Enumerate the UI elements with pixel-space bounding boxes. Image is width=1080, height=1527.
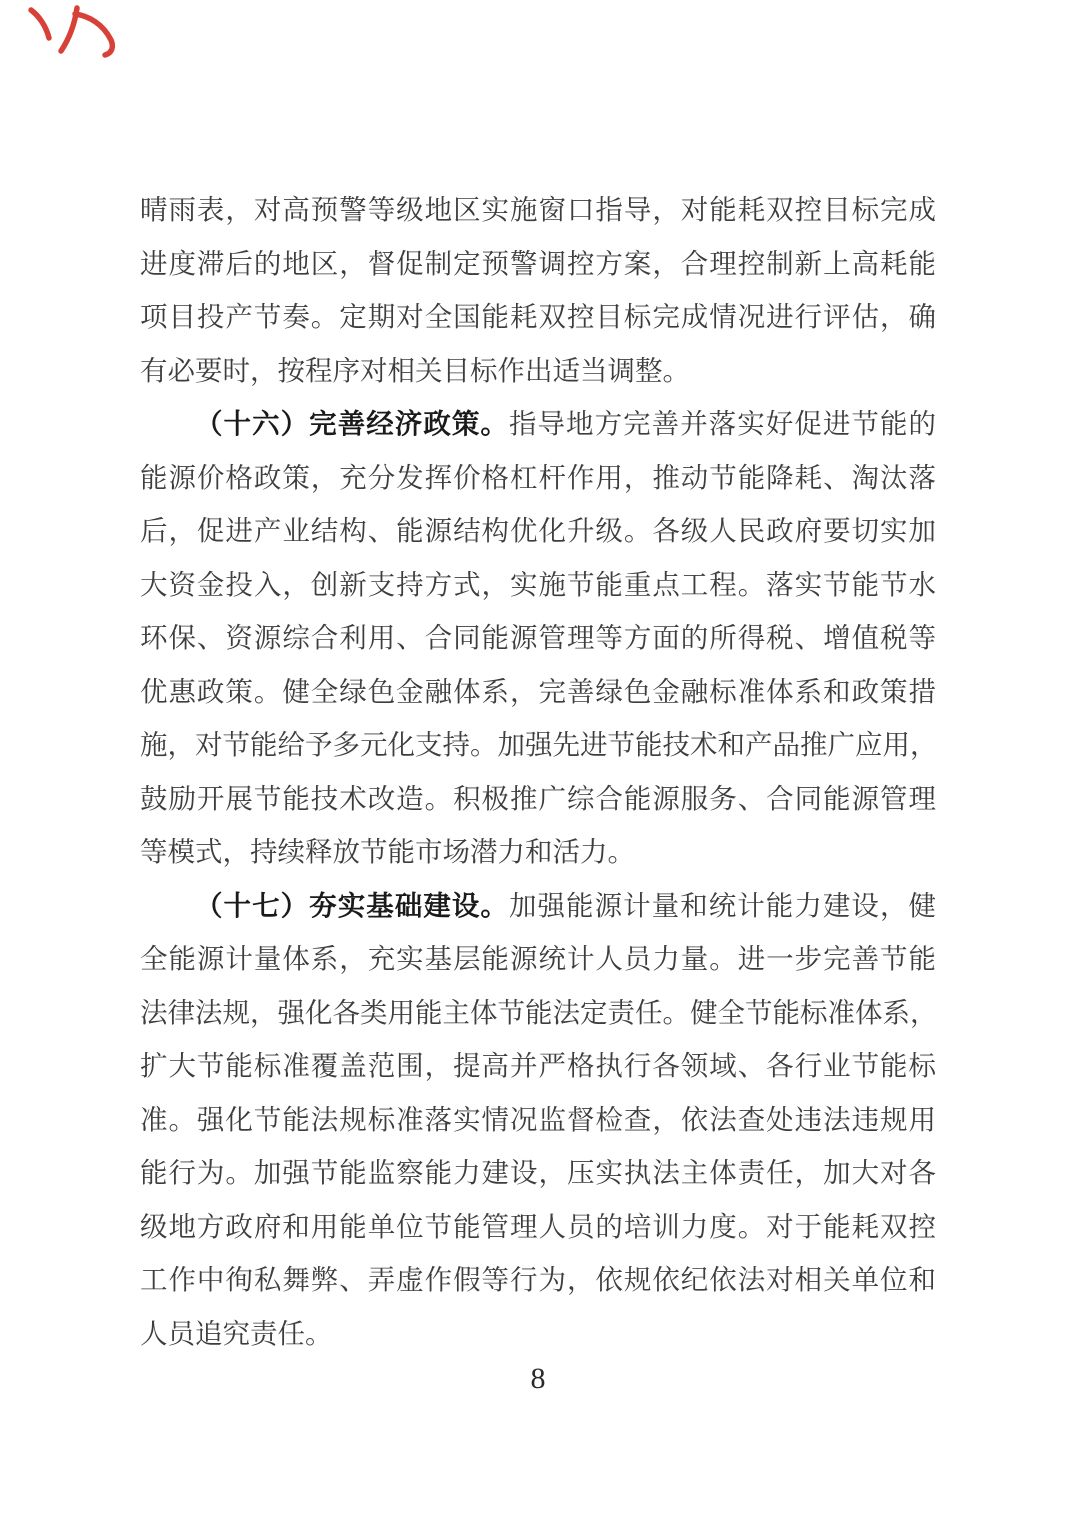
paragraph — [140, 879, 936, 1361]
text-line: 法律法规，强化各类用能主体节能法定责任。健全节能标准体系， — [140, 996, 938, 1028]
text-line: 能行为。加强节能监察能力建设，压实执法主体责任，加大对各 — [140, 1157, 936, 1188]
text-line: 等模式，持续释放节能市场潜力和活力。 — [140, 836, 635, 867]
text-line: 大资金投入，创新支持方式，实施节能重点工程。落实节能节水 — [140, 568, 936, 600]
text-line: 晴雨表，对高预警等级地区实施窗口指导，对能耗双控目标完成 — [140, 194, 936, 225]
text-line: 级地方政府和用能单位节能管理人员的培训力度。对于能耗双控 — [140, 1210, 936, 1242]
text-line: （十七）夯实基础建设。加强能源计量和统计能力建设，健 — [195, 889, 937, 921]
section-heading: （十六）完善经济政策。 — [195, 408, 509, 439]
text-line: 工作中徇私舞弊、弄虚作假等行为，依规依纪依法对相关单位和 — [140, 1264, 936, 1295]
paragraph — [140, 397, 936, 879]
text-line: 进度滞后的地区，督促制定预警调控方案，合理控制新上高耗能 — [140, 247, 936, 279]
page-number: 8 — [530, 1362, 546, 1395]
text-line: （十六）完善经济政策。指导地方完善并落实好促进节能的 — [195, 408, 937, 439]
text-line: 环保、资源综合利用、合同能源管理等方面的所得税、增值税等 — [140, 622, 936, 653]
text-line: 项目投产节奏。定期对全国能耗双控目标完成情况进行评估，确 — [140, 301, 936, 332]
text-line: 人员追究责任。 — [140, 1317, 333, 1349]
section-heading: （十七）夯实基础建设。 — [195, 889, 509, 921]
document-body — [140, 183, 936, 1360]
text-line: 有必要时，按程序对相关目标作出适当调整。 — [140, 354, 690, 386]
red-pen-marks-icon — [15, 1, 145, 63]
text-line: 鼓励开展节能技术改造。积极推广综合能源服务、合同能源管理 — [140, 782, 936, 814]
text-line: 施，对节能给予多元化支持。加强先进节能技术和产品推广应用， — [140, 729, 938, 760]
red-stroke — [31, 10, 49, 38]
text-line: 优惠政策。健全绿色金融体系，完善绿色金融标准体系和政策措 — [140, 675, 936, 707]
text-line: 扩大节能标准覆盖范围，提高并严格执行各领域、各行业节能标 — [140, 1050, 936, 1081]
text-line: 准。强化节能法规标准落实情况监督检查，依法查处违法违规用 — [140, 1103, 936, 1135]
paragraph — [140, 183, 936, 397]
red-stroke — [75, 14, 112, 55]
text-line: 能源价格政策，充分发挥价格杠杆作用，推动节能降耗、淘汰落 — [140, 461, 936, 493]
text-line: 全能源计量体系，充实基层能源统计人员力量。进一步完善节能 — [140, 943, 936, 974]
text-line: 后，促进产业结构、能源结构优化升级。各级人民政府要切实加 — [140, 515, 936, 546]
